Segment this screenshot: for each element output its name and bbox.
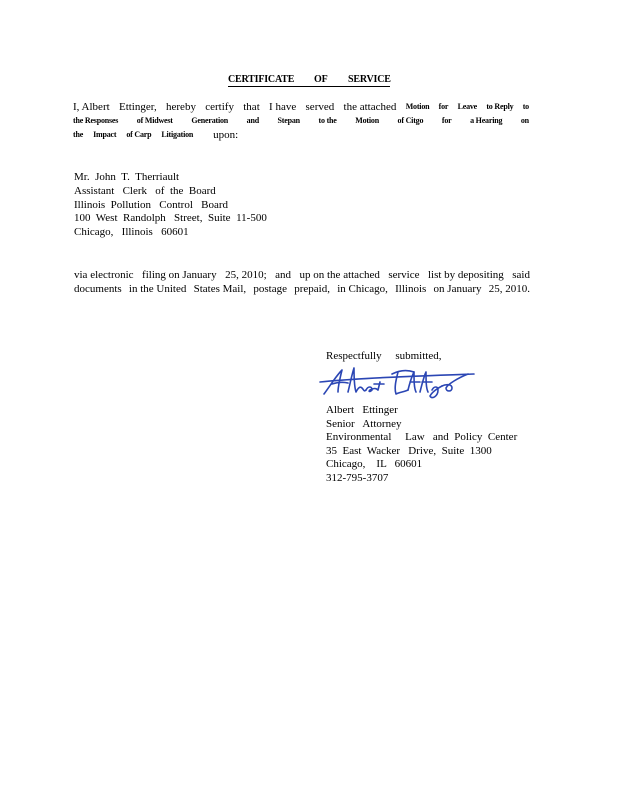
word: and <box>275 269 292 281</box>
motion-title-word: the Responses <box>73 116 119 125</box>
word: up on the attached <box>299 269 380 281</box>
signer-phone: 312-795-3707 <box>326 471 389 484</box>
word: I have <box>269 101 297 113</box>
word: Ettinger, <box>118 101 157 113</box>
word: that <box>243 101 260 113</box>
motion-title-word: the <box>73 130 84 139</box>
word: certify <box>205 101 234 113</box>
motion-title-word: for <box>438 102 449 111</box>
certification-paragraph <box>73 100 529 142</box>
motion-title-word: of Carp <box>126 130 152 139</box>
motion-title-word: Generation <box>191 116 229 125</box>
address-line: Assistant Clerk of the Board <box>74 184 216 197</box>
word: States Mail, <box>193 283 247 295</box>
motion-title-word: Motion <box>355 116 379 125</box>
motion-title-word: to the <box>318 116 337 125</box>
word: on January <box>433 283 482 295</box>
motion-title-word: Impact <box>93 130 117 139</box>
service-paragraph <box>74 268 530 296</box>
word: prepaid, <box>294 283 330 295</box>
title-word: SERVICE <box>348 74 391 85</box>
paragraph-line <box>74 282 530 296</box>
address-line: Mr. John T. Therriault <box>74 171 180 183</box>
word: hereby <box>166 101 196 113</box>
address-line: 100 West Randolph Street, Suite 11-500 <box>74 212 267 225</box>
word: 25, 2010. <box>488 283 530 295</box>
certificate-title <box>228 74 390 87</box>
motion-title-word: to Reply <box>486 102 514 111</box>
word: served <box>305 101 335 113</box>
motion-title-word: on <box>520 116 529 125</box>
word: postage <box>253 283 287 295</box>
motion-title-word: of Citgo <box>397 116 424 125</box>
word: via electronic <box>74 269 134 281</box>
signer-title: Senior Attorney <box>326 417 402 430</box>
motion-title-word: to <box>522 102 529 111</box>
word: filing on January <box>142 269 217 281</box>
paragraph-line <box>74 268 530 282</box>
paragraph-line <box>73 100 529 114</box>
signer-name: Albert Ettinger <box>326 404 398 416</box>
paragraph-line <box>73 114 529 128</box>
word: documents <box>74 283 122 295</box>
paragraph-line <box>73 128 529 142</box>
signer-address-line: 35 East Wacker Drive, Suite 1300 <box>326 444 492 457</box>
word: service <box>388 269 420 281</box>
title-word: CERTIFICATE <box>228 74 295 85</box>
address-line: Illinois Pollution Control Board <box>74 198 229 211</box>
motion-title-word: for <box>441 116 452 125</box>
address-line: Chicago, Illinois 60601 <box>74 226 189 239</box>
motion-title-word: Leave <box>457 102 478 111</box>
signer-block <box>326 404 517 486</box>
handwritten-signature <box>318 362 478 402</box>
motion-title-word: Stepan <box>277 116 300 125</box>
motion-title-word: a Hearing <box>470 116 503 125</box>
title-word: OF <box>314 74 328 85</box>
word: upon: <box>213 129 239 141</box>
word: 25, 2010; <box>225 269 267 281</box>
signer-organization: Environmental Law and Policy Center <box>326 431 518 444</box>
word: the attached <box>343 101 397 113</box>
closing-text: Respectfully submitted, <box>326 350 442 362</box>
word: I, Albert <box>73 101 110 113</box>
signer-address-line: Chicago, IL 60601 <box>326 458 423 471</box>
word: in Chicago, <box>337 283 388 295</box>
recipient-address <box>74 171 267 240</box>
motion-title-word: Litigation <box>161 130 194 139</box>
word: list by depositing <box>427 269 504 281</box>
motion-title-word: and <box>246 116 259 125</box>
motion-title-word: of Midwest <box>136 116 173 125</box>
word: said <box>512 269 530 281</box>
word: in the United <box>128 283 187 295</box>
word: Illinois <box>395 283 427 295</box>
motion-title-word: Motion <box>405 102 430 111</box>
